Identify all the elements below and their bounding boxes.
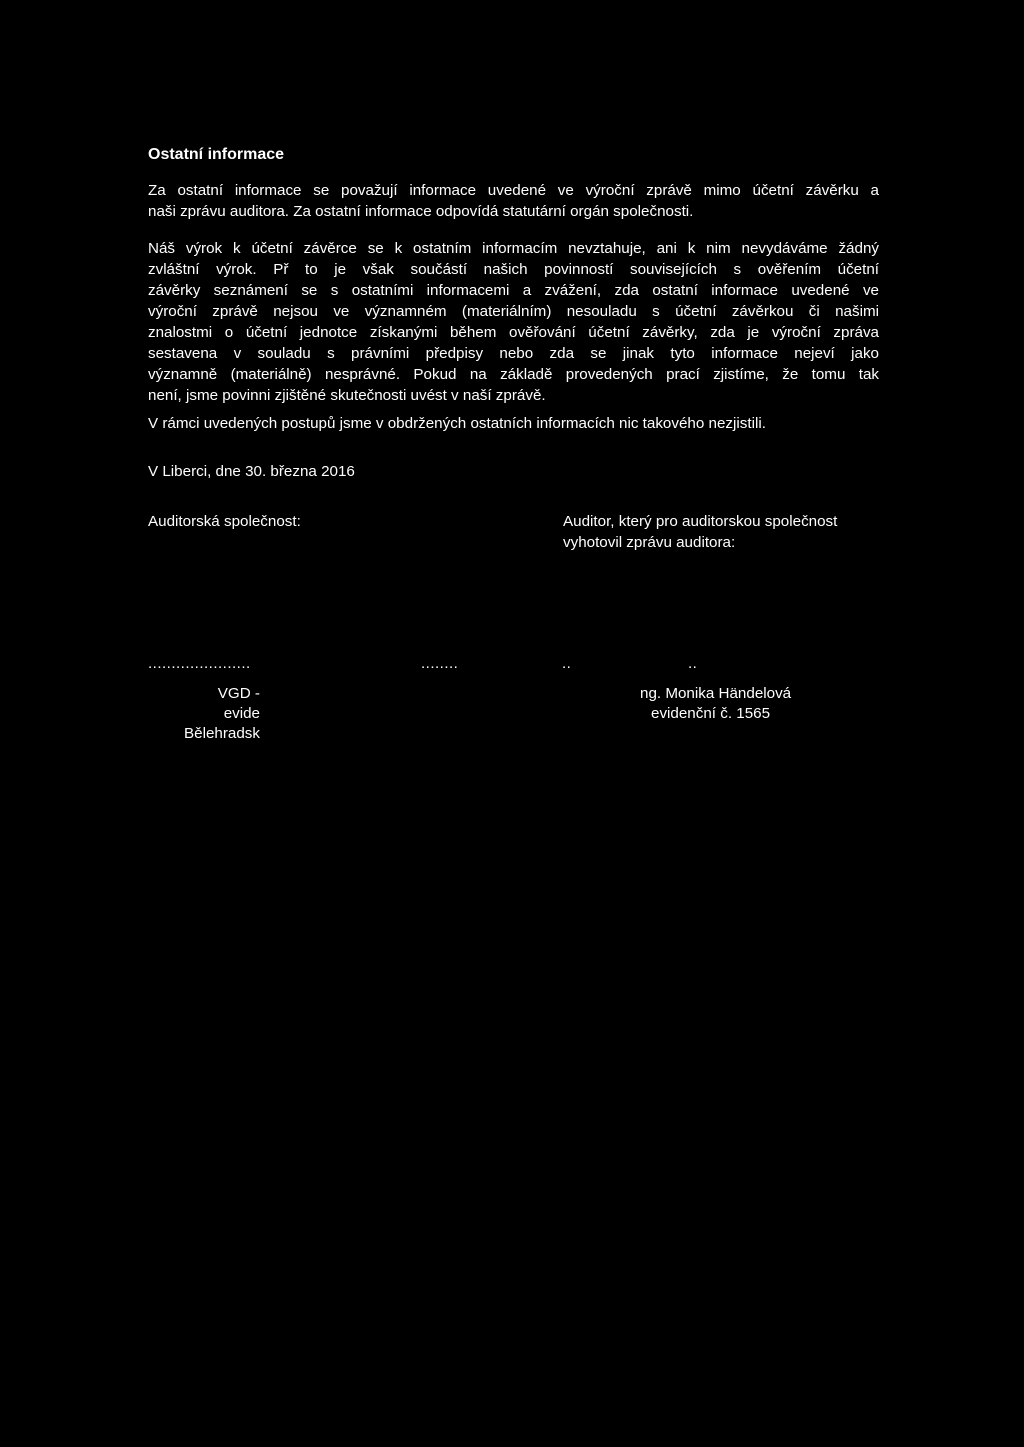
right-signature-label-line-1: Auditor, který pro auditorskou společnost — [563, 513, 838, 530]
left-address: Bělehradsk — [184, 725, 260, 742]
para2-line-8: není, jsme povinni zjištěné skutečnosti uvést v naší zprávě. — [148, 387, 546, 404]
auditor-evidence-number: evidenční č. 1565 — [651, 705, 771, 722]
left-evidence-number: evide — [223, 705, 260, 722]
section-heading: Ostatní informace — [148, 146, 285, 163]
left-signature-dots: ...................... — [148, 655, 251, 672]
auditor-name: ng. Monika Händelová — [640, 685, 792, 702]
left-signature-label: Auditorská společnost: — [148, 513, 301, 530]
para2-line-3: závěrky seznámení se s ostatními informacemi a zvážení, zda ostatní informace uvedené ve — [148, 282, 879, 299]
right-signature-label-line-2: vyhotovil zprávu auditora: — [563, 534, 736, 551]
para2-line-7: významně (materiálně) nesprávné. Pokud na základě provedených prací zjistíme, že tomu tak — [148, 366, 879, 383]
para1-line-2: naši zprávu auditora. Za ostatní informace odpovídá statutární orgán společnosti. — [148, 203, 694, 220]
para3: V rámci uvedených postupů jsme v obdržených ostatních informacích nic takového nezjistili. — [148, 415, 766, 432]
para2-line-2: zvláštní výrok. Př to je však součástí našich povinností souvisejících s ověřením účetní — [148, 261, 879, 278]
para1-line-1: Za ostatní informace se považují informace uvedené ve výroční zprávě mimo účetní závěrku a — [148, 182, 879, 199]
left-company-name: VGD - — [217, 685, 260, 702]
right-signature-dots-a: .. — [562, 655, 572, 672]
right-signature-dots-b: .. — [688, 655, 698, 672]
para2-line-5: znalostmi o účetní jednotce získanými během ověřování účetní závěrky, zda je výroční zpráva — [148, 324, 879, 341]
para2-line-6: sestavena v souladu s právními předpisy nebo zda se jinak tyto informace nejeví jako — [148, 345, 879, 362]
para2-line-1: Náš výrok k účetní závěrce se k ostatním informacím nevztahuje, ani k nim nevydáváme žádný — [148, 240, 879, 257]
para2-line-4: výroční zprávě nejsou ve významném (materiálním) nesouladu s účetní závěrkou či našimi — [148, 303, 879, 320]
place-date: V Liberci, dne 30. března 2016 — [148, 463, 355, 480]
left-signature-dots-2: ........ — [421, 655, 459, 672]
